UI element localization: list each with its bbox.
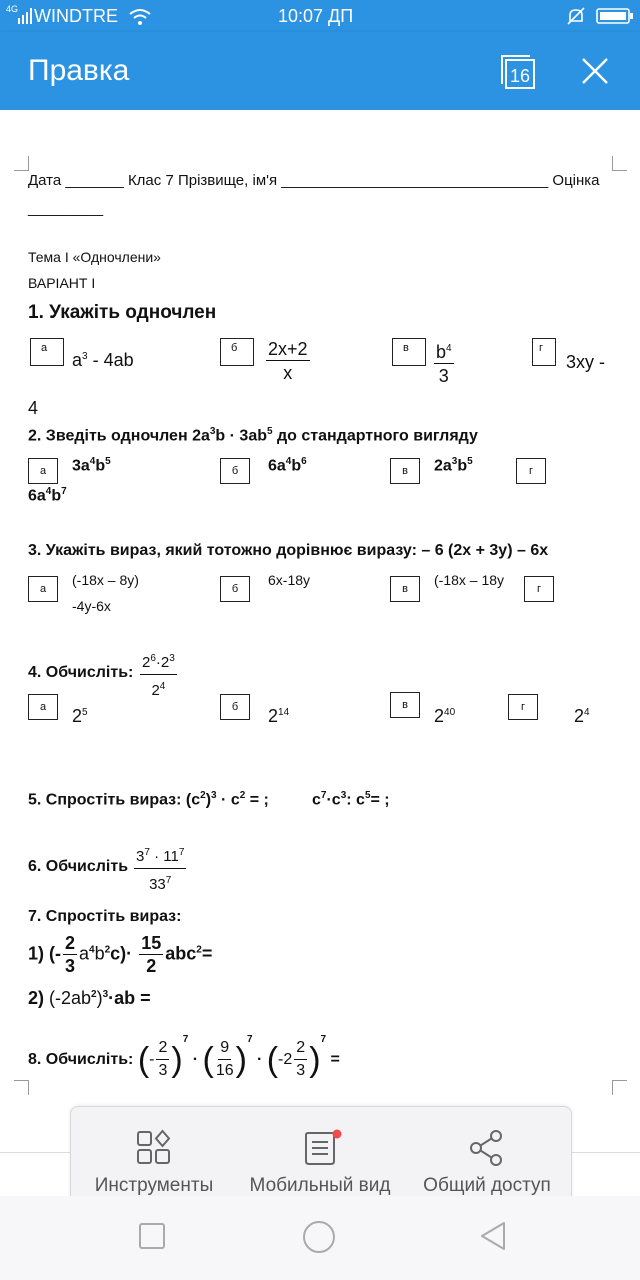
option-box[interactable]: в (390, 576, 420, 602)
share-icon (468, 1129, 506, 1167)
option-box[interactable]: б (220, 576, 250, 602)
q2-option-g: $6a^4b^7$ (28, 486, 67, 505)
option-box[interactable]: а (28, 458, 58, 484)
question-1: 1. Укажіть одночлен (28, 302, 217, 323)
q1-option-a: $a^3 - 4ab$ (72, 350, 134, 370)
question-8: 8. Обчисліть: (- $\frac{2}{3}$ )$^7$ · ( $\frac{9}{16}$ )$^7$ · (-2 $\frac{2}{3}$ )$^7$ = (28, 1034, 340, 1080)
mobile-view-button[interactable] (237, 1117, 403, 1197)
q2-option-a: $3a^4b^5$ (72, 456, 111, 475)
q4-option-g: $2^4$ (574, 706, 590, 726)
page-count: 16 (509, 66, 531, 86)
question-5: 5. Спростіть вираз: $(c^2)^3 \cdot c^2$ = ; (28, 790, 269, 809)
option-box[interactable]: б (220, 694, 250, 720)
recent-apps-icon[interactable] (138, 1222, 166, 1250)
q3-option-v: (-18x – 18y (434, 572, 505, 588)
crop-mark (14, 156, 29, 171)
status-bar (0, 0, 640, 32)
option-box[interactable]: г (508, 694, 538, 720)
crop-mark (612, 1080, 627, 1095)
mobile-view-label: Мобильный вид (249, 1175, 391, 1196)
variant-label: ВАРІАНТ І (28, 275, 96, 291)
header-line: Дата _______ Клас 7 Прізвище, ім'я ________________________________ Оцінка (28, 172, 600, 189)
question-4: 4. Обчисліть: (28, 664, 134, 681)
option-box[interactable]: в (390, 458, 420, 484)
option-box[interactable]: в (392, 338, 426, 366)
close-icon (580, 56, 610, 86)
q1-option-g: 3xy - (566, 352, 606, 372)
share-label: Общий доступ (423, 1175, 551, 1196)
home-icon[interactable] (302, 1220, 336, 1254)
q2-option-b: $6a^4b^6$ (268, 456, 307, 475)
option-box[interactable]: а (30, 338, 64, 366)
q7-expression-1: 1) (- $\frac{2}{3}$ $a^4b^2c)\cdot$ $\frac{15}{2}$ abc$^2$= (28, 933, 213, 976)
q3-option-b: 6x-18y (268, 572, 311, 588)
crop-mark (14, 1080, 29, 1095)
q6-fraction: $\frac{3^7 \cdot 11^7}{33^7}$ (134, 842, 186, 897)
option-box[interactable]: г (532, 338, 556, 366)
close-button[interactable] (580, 56, 610, 86)
question-5-part-2: $c^7\cdot c^3$: $c^5=$ ; (312, 790, 390, 809)
mobile-view-icon (301, 1129, 343, 1169)
mute-icon (566, 7, 586, 25)
option-box[interactable]: б (220, 458, 250, 484)
option-box[interactable]: а (28, 694, 58, 720)
bottom-toolbar (70, 1106, 572, 1204)
q3-option-a: (-18x – 8y) (72, 572, 139, 588)
q2-option-v: $2a^3b^5$ (434, 456, 473, 475)
system-nav-bar (0, 1196, 640, 1280)
tools-button[interactable] (71, 1117, 237, 1197)
topic-title: Тема І «Одночлени» (28, 249, 161, 265)
page-title: Правка (28, 54, 130, 87)
q1-option-g-wrap: 4 (28, 398, 39, 418)
pages-icon (500, 54, 536, 90)
page-count-button[interactable] (500, 54, 534, 88)
tools-label: Инструменты (94, 1175, 214, 1196)
option-box[interactable]: а (28, 576, 58, 602)
q7-expression-2: 2) $(-2ab^2)^3\cdot ab$ = (28, 988, 151, 1008)
q4-option-v: $2^{40}$ (434, 706, 456, 726)
back-icon[interactable] (478, 1220, 508, 1252)
question-3: 3. Укажіть вираз, який тотожно дорівнює виразу: – 6 (2x + 3y) – 6x (28, 542, 549, 559)
app-bar (0, 32, 640, 110)
share-button[interactable] (404, 1117, 570, 1197)
carrier-name: WINDTRE (34, 6, 118, 26)
option-box[interactable]: б (220, 338, 254, 366)
q3-option-a-wrap: -4y-6x (72, 598, 111, 614)
q4-fraction: $\frac{2^6\cdot 2^3}{2^4}$ (140, 648, 177, 703)
grid-icon (135, 1129, 173, 1167)
q4-option-b: $2^{14}$ (268, 706, 290, 726)
clock: 10:07 ДП (278, 6, 354, 26)
option-box[interactable]: в (390, 692, 420, 718)
battery-icon (596, 8, 634, 24)
question-2: 2. Зведіть одночлен $2a^3b \cdot 3ab^5$ до стандартного вигляду (28, 426, 478, 445)
question-7: 7. Спростіть вираз: (28, 908, 182, 925)
document-page[interactable] (0, 110, 640, 1100)
option-box[interactable]: г (524, 576, 554, 602)
q1-option-b: $\frac{2x+2}{x}$ (268, 339, 308, 383)
signal-icon (18, 8, 32, 24)
header-line-wrap: _________ (28, 200, 104, 217)
notification-dot (333, 1130, 342, 1139)
wifi-icon (128, 8, 152, 26)
crop-mark (612, 156, 627, 171)
network-type: 4G (6, 4, 19, 14)
option-box[interactable]: г (516, 458, 546, 484)
q1-option-v: $\frac{b^4}{3}$ (434, 338, 454, 388)
q4-option-a: $2^5$ (72, 706, 88, 726)
question-6: 6. Обчисліть (28, 858, 129, 875)
